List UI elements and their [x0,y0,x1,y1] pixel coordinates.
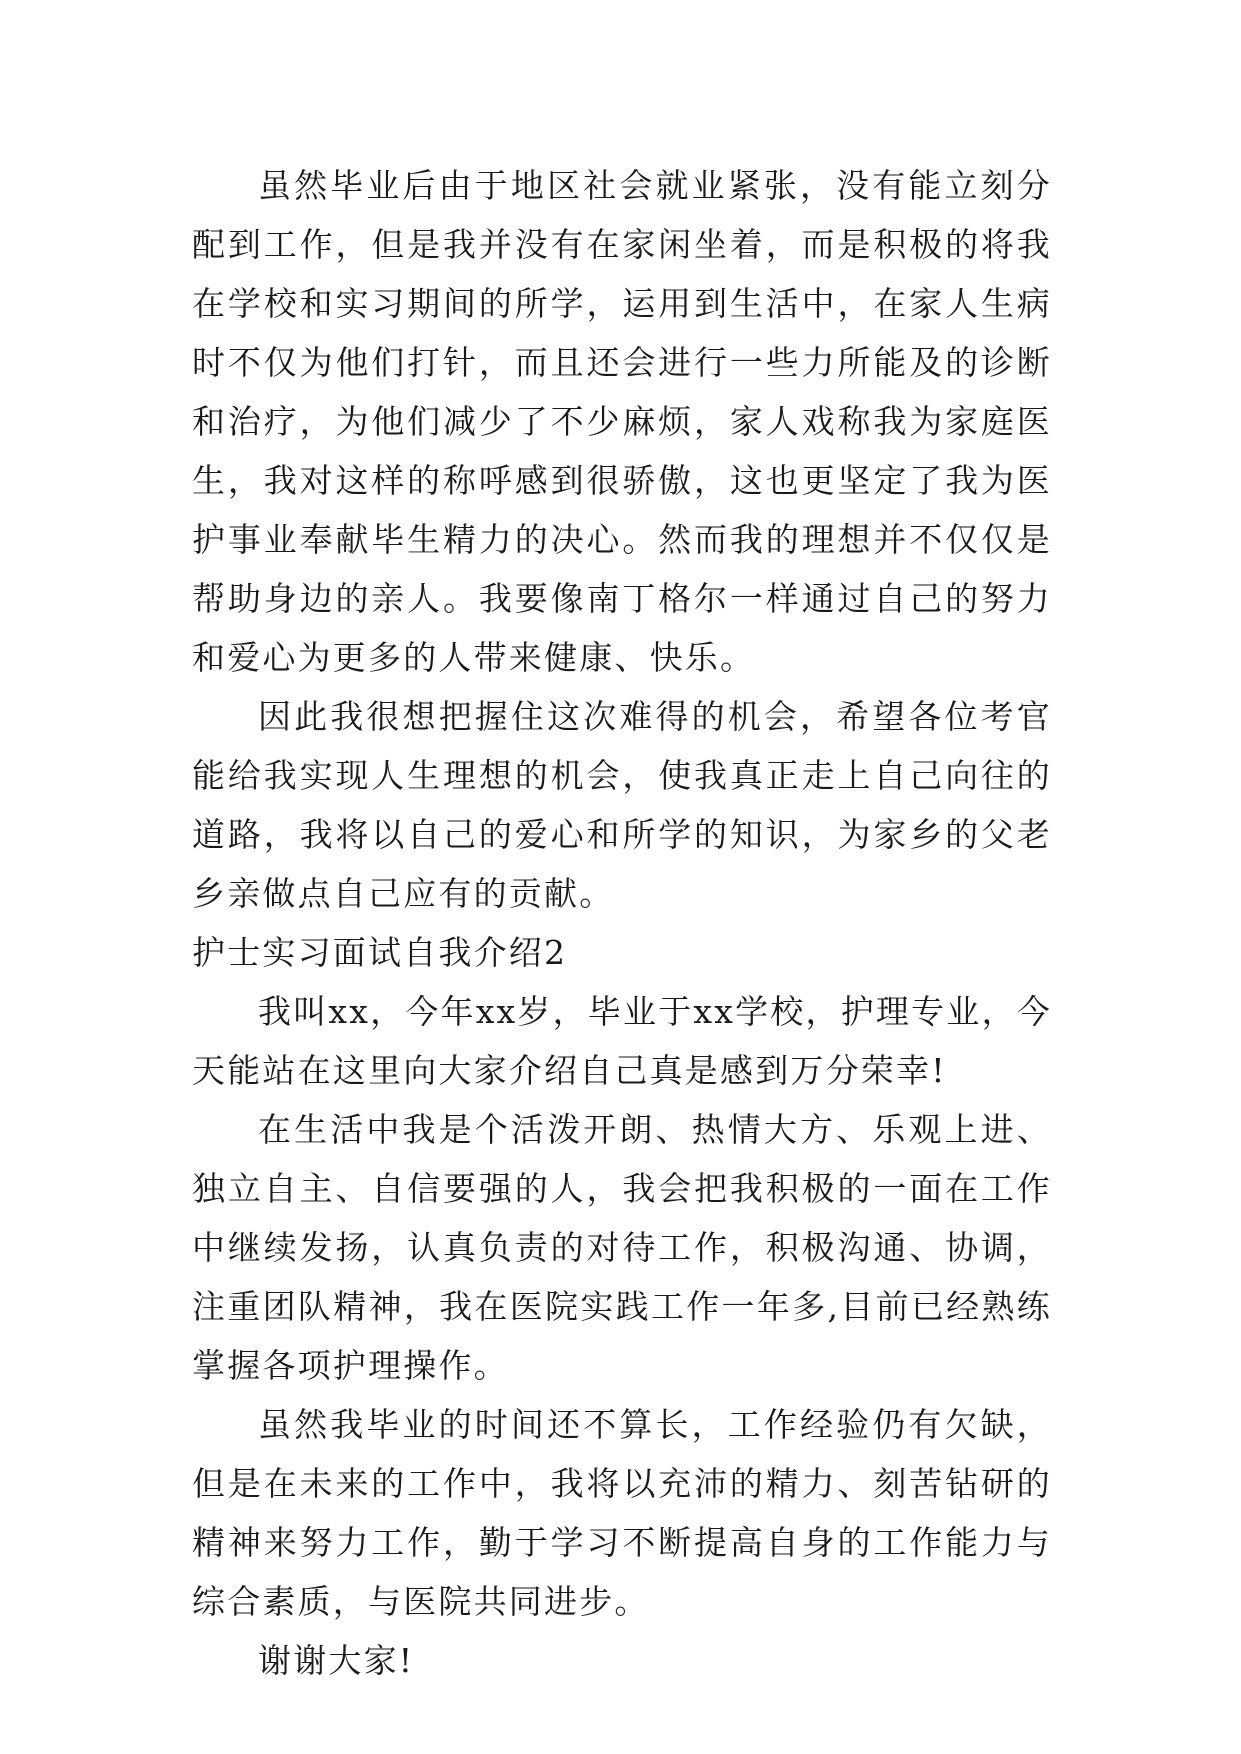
paragraph: 因此我很想把握住这次难得的机会，希望各位考官能给我实现人生理想的机会，使我真正走上自己向往的道路，我将以自己的爱心和所学的知识，为家乡的父老乡亲做点自己应有的贡献。 [192,697,1052,913]
section-heading: 护士实习面试自我介绍2 [192,933,568,972]
paragraph: 谢谢大家! [258,1641,415,1680]
paragraph: 在生活中我是个活泼开朗、热情大方、乐观上进、独立自主、自信要强的人，我会把我积极的一面在工作中继续发扬，认真负责的对待工作，积极沟通、协调，注重团队精神，我在医院实践工作一年多,目前已经熟练掌握各项护理操作。 [192,1110,1052,1385]
paragraph: 我叫xx，今年xx岁，毕业于xx学校，护理专业，今天能站在这里向大家介绍自己真是感到万分荣幸! [192,992,1052,1090]
paragraph: 虽然我毕业的时间还不算长，工作经验仍有欠缺，但是在未来的工作中，我将以充沛的精力、刻苦钻研的精神来努力工作，勤于学习不断提高自身的工作能力与综合素质，与医院共同进步。 [192,1405,1052,1621]
document-body [192,156,1052,1690]
paragraph: 虽然毕业后由于地区社会就业紧张，没有能立刻分配到工作，但是我并没有在家闲坐着，而是积极的将我在学校和实习期间的所学，运用到生活中，在家人生病时不仅为他们打针，而且还会进行一些力所能及的诊断和治疗，为他们减少了不少麻烦，家人戏称我为家庭医生，我对这样的称呼感到很骄傲，这也更坚定了我为医护事业奉献毕生精力的决心。然而我的理想并不仅仅是帮助身边的亲人。我要像南丁格尔一样通过自己的努力和爱心为更多的人带来健康、快乐。 [192,166,1052,677]
